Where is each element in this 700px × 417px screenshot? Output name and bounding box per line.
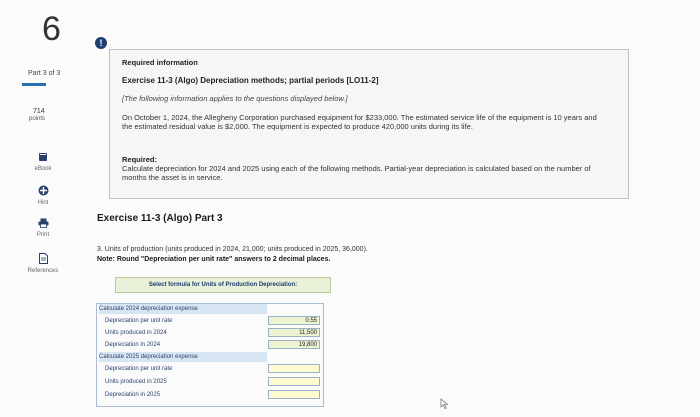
hint-button[interactable]: [23, 185, 63, 206]
row-label: Depreciation in 2025: [105, 392, 161, 398]
info-body: On October 1, 2024, the Allegheny Corporation purchased equipment for $233,000. The estimated service life of the equipment is 10 years and the estimated residual value is $2,000. The equipment is expected to produce 420,000 units during its life.: [122, 113, 597, 131]
answer-cell[interactable]: [268, 390, 320, 399]
ebook-button[interactable]: [23, 152, 63, 172]
row-label: Depreciation per unit rate: [105, 366, 173, 372]
rounding-note: Note: Round "Depreciation per unit rate" answers to 2 decimal places.: [97, 256, 331, 263]
book-icon: [23, 152, 63, 164]
required-label: Required:: [122, 155, 158, 164]
formula-header: Select formula for Units of Production Depreciation:: [115, 277, 331, 293]
print-icon: [23, 218, 63, 230]
info-note: [The following information applies to the questions displayed below.]: [122, 94, 348, 103]
answer-cell[interactable]: 0.55: [268, 316, 320, 325]
answer-cell[interactable]: 19,800: [268, 340, 320, 349]
references-label: References: [27, 268, 59, 274]
print-label: Print: [36, 232, 50, 238]
ebook-label: eBook: [34, 166, 52, 172]
row-label: Depreciation per unit rate: [105, 318, 173, 324]
answer-cell[interactable]: [268, 377, 320, 386]
section-2025: Calculate 2025 depreciation expense: [99, 352, 267, 362]
points-value: 714: [33, 108, 45, 115]
answer-cell[interactable]: 11,500: [268, 328, 320, 337]
row-label: Units produced in 2024: [105, 330, 167, 336]
part-title: Exercise 11-3 (Algo) Part 3: [97, 213, 223, 224]
references-icon: [23, 253, 63, 266]
part-progress-bar: [22, 83, 46, 86]
answer-cell[interactable]: [268, 364, 320, 373]
exercise-title: Exercise 11-3 (Algo) Depreciation methods; partial periods [LO11-2]: [122, 76, 379, 85]
row-label: Depreciation in 2024: [105, 342, 161, 348]
mouse-cursor-icon: [440, 398, 449, 412]
info-heading: Required information: [122, 58, 198, 67]
hint-icon: [23, 185, 63, 198]
part-indicator: Part 3 of 3: [28, 70, 61, 77]
info-badge: !: [95, 37, 107, 49]
question-text: 3. Units of production (units produced in 2024, 21,000; units produced in 2025, 36,000).: [97, 246, 368, 253]
question-number: 6: [42, 10, 61, 48]
hint-label: Hint: [37, 200, 49, 206]
row-label: Units produced in 2025: [105, 379, 167, 385]
print-button[interactable]: [23, 218, 63, 238]
references-button[interactable]: [23, 253, 63, 274]
section-2024: Calculate 2024 depreciation expense: [99, 304, 267, 314]
required-text: Calculate depreciation for 2024 and 2025 using each of the following methods. Partial-year depreciation is calculated based on the number of months the asset is in service.: [122, 164, 591, 182]
points-label: points: [29, 116, 46, 122]
